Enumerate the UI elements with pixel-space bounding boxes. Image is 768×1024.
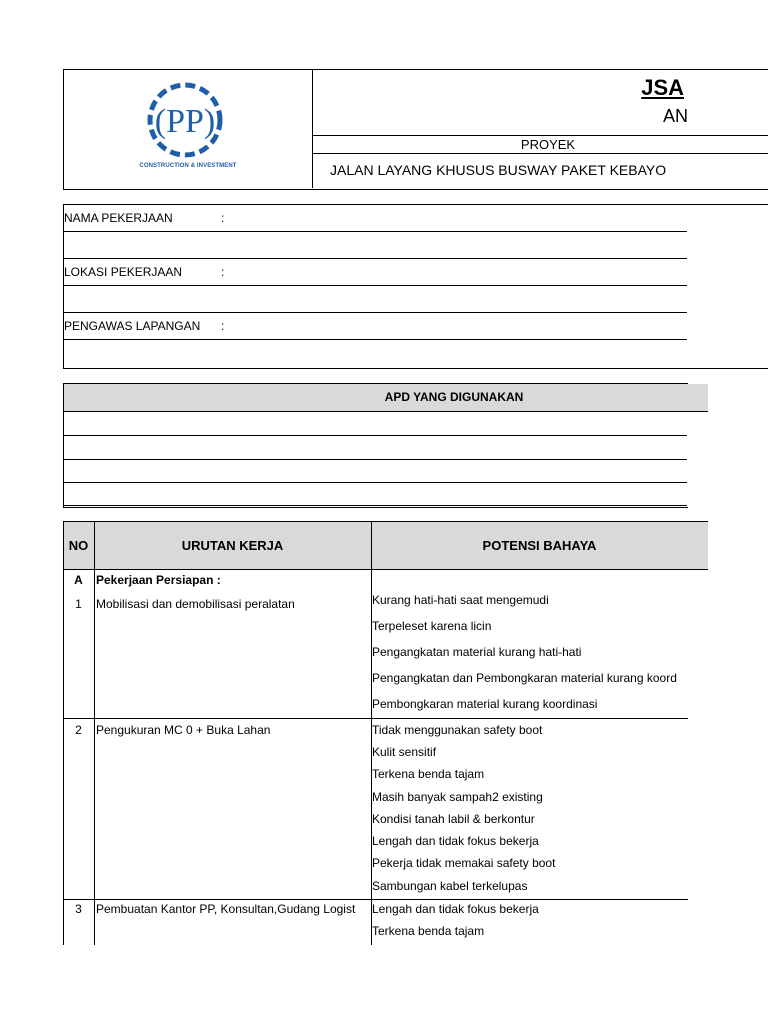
row-potensi-bahaya: Kondisi tanah labil & berkontur bbox=[372, 812, 535, 826]
info-rule bbox=[63, 312, 687, 313]
row-potensi-bahaya: Pengangkatan material kurang hati-hati bbox=[372, 645, 582, 659]
apd-title: APD YANG DIGUNAKAN bbox=[384, 390, 524, 404]
colon: : bbox=[221, 265, 225, 279]
nama-pekerjaan-label: NAMA PEKERJAAN bbox=[64, 211, 173, 225]
info-rule bbox=[63, 285, 687, 286]
row-urutan-kerja: Pembuatan Kantor PP, Konsultan,Gudang Logist bbox=[96, 902, 356, 916]
apd-rule bbox=[63, 435, 687, 436]
row-potensi-bahaya: Sambungan kabel terkelupas bbox=[372, 879, 528, 893]
lokasi-pekerjaan-field[interactable] bbox=[240, 260, 680, 284]
header-urutan-kerja: URUTAN KERJA bbox=[181, 538, 284, 553]
header-no: NO bbox=[68, 538, 89, 553]
table-grid-line bbox=[63, 718, 688, 719]
section-title: Pekerjaan Persiapan : bbox=[96, 573, 221, 587]
row-potensi-bahaya: Pengangkatan dan Pembongkaran material kurang koord bbox=[372, 671, 677, 685]
header-potensi-bahaya: POTENSI BAHAYA bbox=[482, 538, 597, 553]
table-grid-line bbox=[63, 899, 688, 900]
lokasi-pekerjaan-label: LOKASI PEKERJAAN bbox=[64, 265, 183, 279]
row-potensi-bahaya: Terpeleset karena licin bbox=[372, 619, 492, 633]
row-no: 2 bbox=[75, 723, 82, 737]
apd-rule bbox=[63, 459, 687, 460]
project-name: JALAN LAYANG KHUSUS BUSWAY PAKET KEBAYO bbox=[330, 162, 667, 178]
colon: : bbox=[221, 211, 225, 225]
row-potensi-bahaya: Lengah dan tidak fokus bekerja bbox=[372, 834, 539, 848]
section-no: A bbox=[74, 573, 83, 587]
row-no: 1 bbox=[75, 597, 82, 611]
nama-pekerjaan-field[interactable] bbox=[240, 206, 680, 230]
document-title: JSA bbox=[641, 75, 684, 100]
row-urutan-kerja: Pengukuran MC 0 + Buka Lahan bbox=[96, 723, 271, 737]
row-potensi-bahaya: Tidak menggunakan safety boot bbox=[372, 723, 543, 737]
row-urutan-kerja: Mobilisasi dan demobilisasi peralatan bbox=[96, 597, 295, 611]
company-logo bbox=[140, 80, 230, 160]
info-rule bbox=[63, 339, 687, 340]
table-grid-line bbox=[94, 521, 95, 945]
row-potensi-bahaya: Terkena benda tajam bbox=[372, 924, 485, 938]
row-potensi-bahaya: Kurang hati-hati saat mengemudi bbox=[372, 593, 549, 607]
document-subtitle: AN bbox=[662, 106, 688, 126]
pengawas-lapangan-label: PENGAWAS LAPANGAN bbox=[64, 319, 201, 333]
table-grid-line bbox=[63, 569, 688, 570]
header-rule bbox=[313, 153, 768, 154]
info-rule bbox=[63, 258, 687, 259]
row-potensi-bahaya: Pembongkaran material kurang koordinasi bbox=[372, 697, 598, 711]
apd-rule bbox=[63, 482, 687, 483]
row-potensi-bahaya: Terkena benda tajam bbox=[372, 767, 485, 781]
apd-rule bbox=[63, 505, 687, 506]
colon: : bbox=[221, 319, 225, 333]
row-potensi-bahaya: Masih banyak sampah2 existing bbox=[372, 790, 543, 804]
project-label: PROYEK bbox=[520, 137, 576, 152]
row-no: 3 bbox=[75, 902, 82, 916]
row-potensi-bahaya: Kulit sensitif bbox=[372, 745, 437, 759]
pengawas-lapangan-field[interactable] bbox=[240, 314, 680, 338]
info-rule bbox=[63, 231, 687, 232]
row-potensi-bahaya: Pekerja tidak memakai safety boot bbox=[372, 856, 556, 870]
row-potensi-bahaya: Lengah dan tidak fokus bekerja bbox=[372, 902, 539, 916]
logo-subtitle: CONSTRUCTION & INVESTMENT bbox=[139, 163, 237, 169]
logo-mark: (PP) bbox=[154, 103, 216, 140]
header-divider bbox=[312, 69, 313, 188]
